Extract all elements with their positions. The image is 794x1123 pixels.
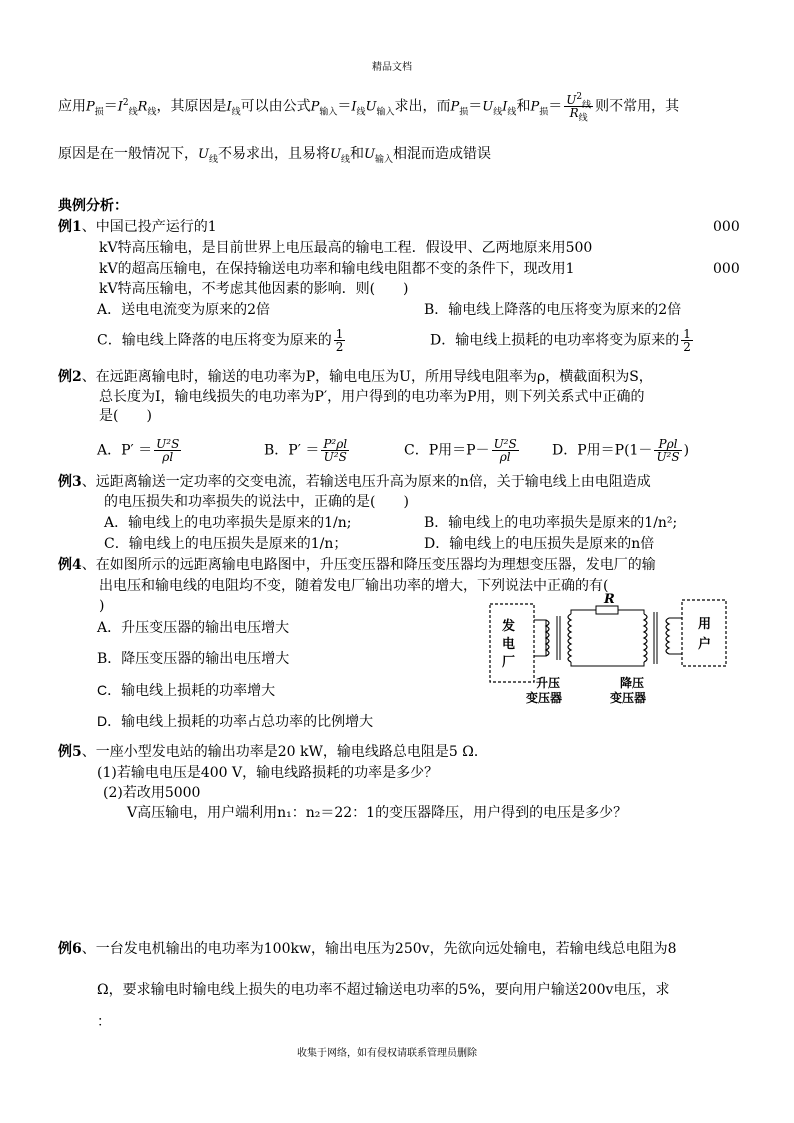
user-label: 用 (698, 617, 712, 632)
question-1-line-1-right: 000 (713, 219, 740, 235)
intro-text: 应用 (58, 98, 86, 115)
question-label: 例6 (58, 941, 82, 957)
question-4-option-b: B．降压变压器的输出电压增大 (97, 651, 290, 667)
question-text: 、远距离输送一定功率的交变电流，若输送电压升高为原来的n倍，关于输电线上由电阻造成 (81, 474, 651, 490)
step-up-secondary-coil (568, 614, 571, 662)
step-down-primary-coil (644, 614, 647, 662)
page-header: 精品文档 (372, 62, 412, 73)
question-1-line-3-right: 000 (713, 261, 740, 277)
question-1-option-d (430, 328, 695, 353)
plant-label: 厂 (502, 655, 516, 670)
intro-text: 求出，而 (394, 98, 451, 115)
option-fraction: $\frac{\text{U²S}}{\rho l}$ (156, 437, 180, 464)
plant-label: 电 (502, 637, 516, 652)
step-up-label: 变压器 (526, 691, 563, 705)
intro-text: 可以由公式 (240, 98, 311, 115)
question-2-line-2: 总长度为I，输电线损失的电功率为P′，用户得到的电功率为P用，则下列关系式中正确的 (99, 389, 645, 405)
option-fraction: $\frac{\text{Pρl}}{\text{U²S}}$ (656, 437, 680, 464)
question-3-option-b: B．输电线上的电功率损失是原来的1/n²; (424, 515, 678, 531)
question-text: 、在如图所示的远距离输电电路图中，升压变压器和降压变压器均为理想变压器，发电厂的输 (81, 557, 656, 573)
intro-text: 和 (349, 146, 364, 162)
question-label: 例1 (58, 219, 82, 235)
intro-line-2: 原因是在一般情况下，$U_线$不易求出，且易将$U_线$和$U_{输入}$相混而造成错误 (58, 146, 491, 165)
question-1-option-c (97, 328, 347, 353)
question-5-line-2: (1)若输电电压是400 V，输电线路损耗的功率是多少？ (97, 765, 439, 781)
user-box (682, 600, 726, 666)
question-1-line-3: kV的超高压输电，在保持输送电功率和输电线电阻都不变的条件下，现改用1 (99, 261, 575, 277)
question-2-line-3: 是( ) (99, 408, 152, 424)
step-up-label: 升压 (536, 676, 561, 690)
question-text: 、在远距离输电时，输送的电功率为P，输电电压为U，所用导线电阻率为ρ，横截面积为S， (81, 369, 653, 385)
intro-line-1: 应用$P_损=I^2_线R_线$，其原因是$I_线$可以由公式$P_{输入}=I_线U_{输入}$求出，而$P_损=U_线I_线$和$P_损=$ $\frac{U^2_线}{R_线}$ 则不常用，其 (58, 92, 680, 124)
half-fraction: $\frac{1}{2}$ (683, 327, 691, 354)
intro-fraction: $\frac{U^2_线}{R_线}$ (566, 92, 592, 124)
question-6-line-2: Ω，要求输电时输电线上损失的电功率不超过输送电功率的5%，要向用户输送200v电压，求 (97, 982, 670, 998)
question-text: 、一台发电机输出的电功率为100kw，输出电压为250v，先欲向远处输电，若输电线总电阻为8 (81, 941, 677, 957)
question-2-option-d (552, 438, 689, 463)
question-3-line-2: 的电压损失和功率损失的说法中，正确的是( ) (104, 494, 409, 510)
wire (534, 620, 546, 656)
question-4-option-d: D．输电线上损耗的功率占总功率的比例增大 (97, 713, 374, 729)
question-label: 例5 (58, 744, 82, 760)
resistor (596, 606, 618, 614)
intro-text: 则不常用，其 (595, 98, 680, 115)
section-title: 典例分析： (58, 198, 128, 214)
step-down-label: 降压 (620, 676, 645, 690)
intro-text: 原因是在一般情况下， (58, 146, 198, 162)
option-text: A．P′ ＝ (97, 442, 153, 459)
option-fraction: $\frac{\text{U²S}}{\rho l}$ (493, 437, 517, 464)
question-2-option-c (404, 438, 521, 463)
question-3-option-c: C．输电线上的电压损失是原来的1/n； (104, 536, 348, 552)
intro-text: 相混而造成错误 (392, 146, 491, 162)
option-text: B．P′ ＝ (264, 442, 320, 459)
question-1-option-a: A．送电电流变为原来的2倍 (97, 302, 271, 318)
question-2-line-1 (58, 368, 653, 386)
option-text: ) (683, 442, 690, 459)
question-4-line-2: 出电压和输电线的电阻均不变，随着发电厂输出功率的增大，下列说法中正确的有( (99, 578, 609, 594)
resistor-label: R (604, 592, 615, 607)
step-up-primary-coil (546, 620, 549, 656)
question-label: 例3 (58, 474, 82, 490)
question-5-line-3: (2)若改用5000 (103, 785, 201, 801)
question-3-option-a: A．输电线上的电功率损失是原来的1/n; (104, 515, 352, 531)
question-2-option-b (264, 438, 351, 463)
question-2-option-a (97, 438, 183, 463)
user-label: 户 (698, 637, 712, 652)
circuit-diagram (486, 590, 732, 710)
question-1-option-b: B．输电线上降落的电压将变为原来的2倍 (424, 302, 682, 318)
question-3-line-1 (58, 473, 651, 491)
question-4-option-a: A．升压变压器的输出电压增大 (97, 620, 290, 636)
question-1-line-4: kV特高压输电，不考虑其他因素的影响．则( ) (99, 281, 409, 297)
question-1-line-2: kV特高压输电，是目前世界上电压最高的输电工程．假设甲、乙两地原来用500 (99, 240, 593, 256)
question-1-line-1 (58, 218, 217, 236)
page-footer: 收集于网络，如有侵权请联系管理员删除 (297, 1048, 477, 1059)
step-down-label: 变压器 (610, 691, 647, 705)
intro-text: ，其原因是 (156, 98, 227, 115)
question-text: 、一座小型发电站的输出功率是20 kW，输电线路总电阻是5 Ω． (81, 744, 488, 760)
option-fraction: $\frac{\text{P²ρl}}{\text{U²S}}$ (323, 437, 348, 464)
option-text: D．P用＝P(1－ (552, 442, 653, 459)
question-4-line-1 (58, 556, 656, 574)
option-text: C．P用＝P－ (404, 442, 490, 459)
question-label: 例4 (58, 557, 82, 573)
question-4-option-c: C．输电线上损耗的功率增大 (97, 682, 276, 698)
question-5-line-4: V高压输电，用户端利用n₁：n₂＝22：1的变压器降压，用户得到的电压是多少？ (127, 805, 628, 821)
intro-text: 不易求出，且易将 (217, 146, 330, 162)
intro-text: 和 (516, 98, 531, 115)
option-text: C．输电线上降落的电压将变为原来的 (97, 332, 332, 349)
question-5-line-1 (58, 743, 488, 761)
question-label: 例2 (58, 369, 82, 385)
half-fraction: $\frac{1}{2}$ (335, 327, 344, 354)
question-3-option-d: D．输电线上的电压损失是原来的n倍 (424, 536, 655, 552)
question-6-line-1 (58, 940, 676, 958)
question-4-line-3: ) (99, 598, 105, 614)
question-6-line-3: ： (97, 1014, 111, 1030)
option-text: D．输电线上损耗的电功率将变为原来的 (430, 332, 680, 349)
plant-label: 发 (502, 619, 516, 634)
step-down-secondary-coil (666, 618, 669, 654)
question-text: 、中国已投产运行的1 (81, 219, 217, 235)
